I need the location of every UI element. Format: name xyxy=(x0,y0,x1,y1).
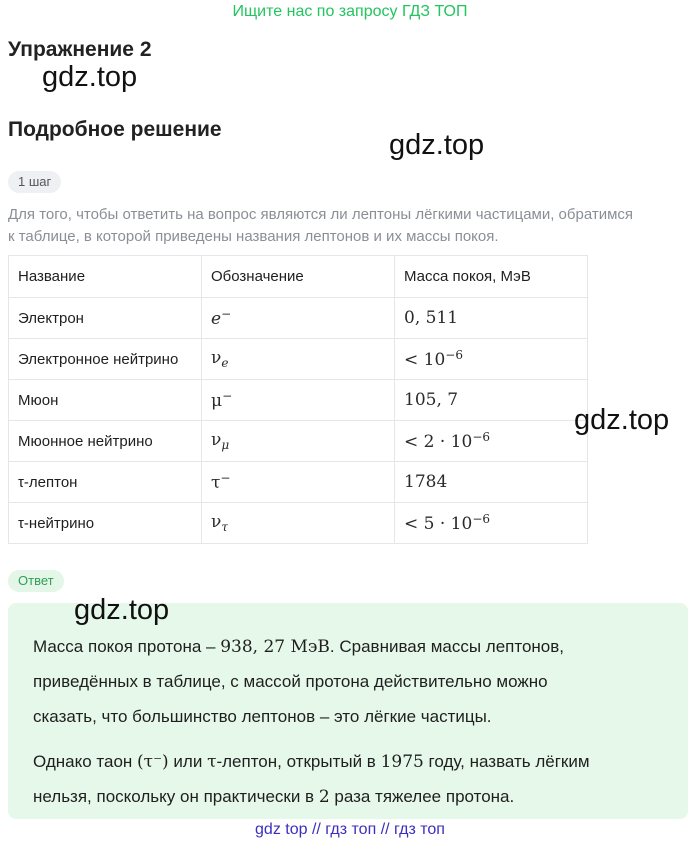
tau-symbol: (τ⁻) xyxy=(137,752,169,772)
symbol-subscript: μ xyxy=(221,438,230,452)
lepton-name: τ-лептон xyxy=(9,462,202,503)
answer-text: году, назвать лёгким xyxy=(423,752,590,771)
intro-line-1: Для того, чтобы ответить на вопрос являются ли лептоны лёгкими частицами, обратимся xyxy=(8,206,634,223)
mass-value: 1784 xyxy=(404,472,448,492)
lepton-name: Мюон xyxy=(9,380,202,421)
watermark: gdz.top xyxy=(74,594,170,626)
answer-text: нельзя, поскольку он практически в xyxy=(33,787,319,806)
answer-paragraph-2-line-1 xyxy=(33,744,590,780)
answer-text: или xyxy=(168,752,208,771)
answer-paragraph-1-line-3: сказать, что большинство лептонов – это лёгкие частицы. xyxy=(33,707,492,726)
mass-exponent: −6 xyxy=(472,430,491,444)
lepton-name: τ-нейтрино xyxy=(9,503,202,544)
answer-badge: Ответ xyxy=(8,570,64,592)
mass-value: < 5 · 10 xyxy=(404,514,473,534)
year-value: 1975 xyxy=(380,752,424,772)
intro-text xyxy=(8,204,692,248)
exercise-title: Упражнение 2 xyxy=(8,38,152,61)
mass-exponent: −6 xyxy=(445,348,463,362)
lepton-mass xyxy=(395,298,588,339)
symbol-base: e xyxy=(211,309,222,329)
lepton-symbol xyxy=(202,462,395,503)
header-mass: Масса покоя, МэВ xyxy=(395,256,588,298)
table-row xyxy=(9,380,588,421)
lepton-mass xyxy=(395,503,588,544)
mass-value: 0, 511 xyxy=(404,308,459,328)
symbol-base: ν xyxy=(211,512,222,532)
header-symbol: Обозначение xyxy=(202,256,395,298)
answer-text: . Сравнивая массы лептонов, xyxy=(329,637,565,656)
watermark: gdz.top xyxy=(389,129,485,161)
watermark: gdz.top xyxy=(42,61,138,93)
symbol-subscript: τ xyxy=(221,520,228,534)
lepton-name: Электрон xyxy=(9,298,202,339)
lepton-symbol xyxy=(202,380,395,421)
table-row xyxy=(9,339,588,380)
table-row xyxy=(9,421,588,462)
leptons-table xyxy=(8,255,588,544)
lepton-name: Электронное нейтрино xyxy=(9,339,202,380)
lepton-mass xyxy=(395,462,588,503)
symbol-base: τ xyxy=(211,473,221,493)
lepton-symbol xyxy=(202,339,395,380)
ratio-value: 2 xyxy=(318,787,330,807)
search-banner[interactable]: Ищите нас по запросу ГДЗ ТОП xyxy=(232,3,468,20)
table-row xyxy=(9,298,588,339)
answer-box xyxy=(8,603,688,819)
proton-mass-value: 938, 27 МэВ xyxy=(220,637,330,657)
watermark: gdz.top xyxy=(574,404,670,436)
tau-symbol: τ xyxy=(207,752,217,772)
answer-text: -лептон, открытый в xyxy=(216,752,381,771)
mass-value: 105, 7 xyxy=(404,390,459,410)
lepton-symbol xyxy=(202,503,395,544)
answer-paragraph-2-line-2 xyxy=(33,779,514,815)
lepton-symbol xyxy=(202,421,395,462)
table-row xyxy=(9,503,588,544)
mass-value: < 10 xyxy=(404,350,446,370)
symbol-base: μ xyxy=(211,391,223,411)
table-header-row xyxy=(9,256,588,298)
section-title: Подробное решение xyxy=(8,118,222,141)
symbol-superscript: − xyxy=(222,389,233,403)
table-row xyxy=(9,462,588,503)
symbol-base: ν xyxy=(211,430,222,450)
lepton-name: Мюонное нейтрино xyxy=(9,421,202,462)
lepton-mass xyxy=(395,421,588,462)
symbol-superscript: − xyxy=(221,307,232,321)
symbol-subscript: e xyxy=(221,356,229,370)
lepton-symbol xyxy=(202,298,395,339)
mass-value: < 2 · 10 xyxy=(404,432,473,452)
answer-text: раза тяжелее протона. xyxy=(329,787,515,806)
footer-links[interactable]: gdz top // гдз топ // гдз топ xyxy=(255,821,445,838)
lepton-mass xyxy=(395,380,588,421)
answer-paragraph-1-line-2: приведённых в таблице, с массой протона действительно можно xyxy=(33,672,548,691)
symbol-base: ν xyxy=(211,348,222,368)
symbol-superscript: − xyxy=(220,471,231,485)
answer-paragraph-1-line-1 xyxy=(33,629,564,665)
intro-line-2: к таблице, в которой приведены названия лептонов и их массы покоя. xyxy=(8,228,499,245)
step-badge: 1 шаг xyxy=(8,171,61,193)
mass-exponent: −6 xyxy=(472,512,491,526)
answer-text: Однако таон xyxy=(33,752,138,771)
answer-text: Масса покоя протона – xyxy=(33,637,221,656)
lepton-mass xyxy=(395,339,588,380)
header-name: Название xyxy=(9,256,202,298)
